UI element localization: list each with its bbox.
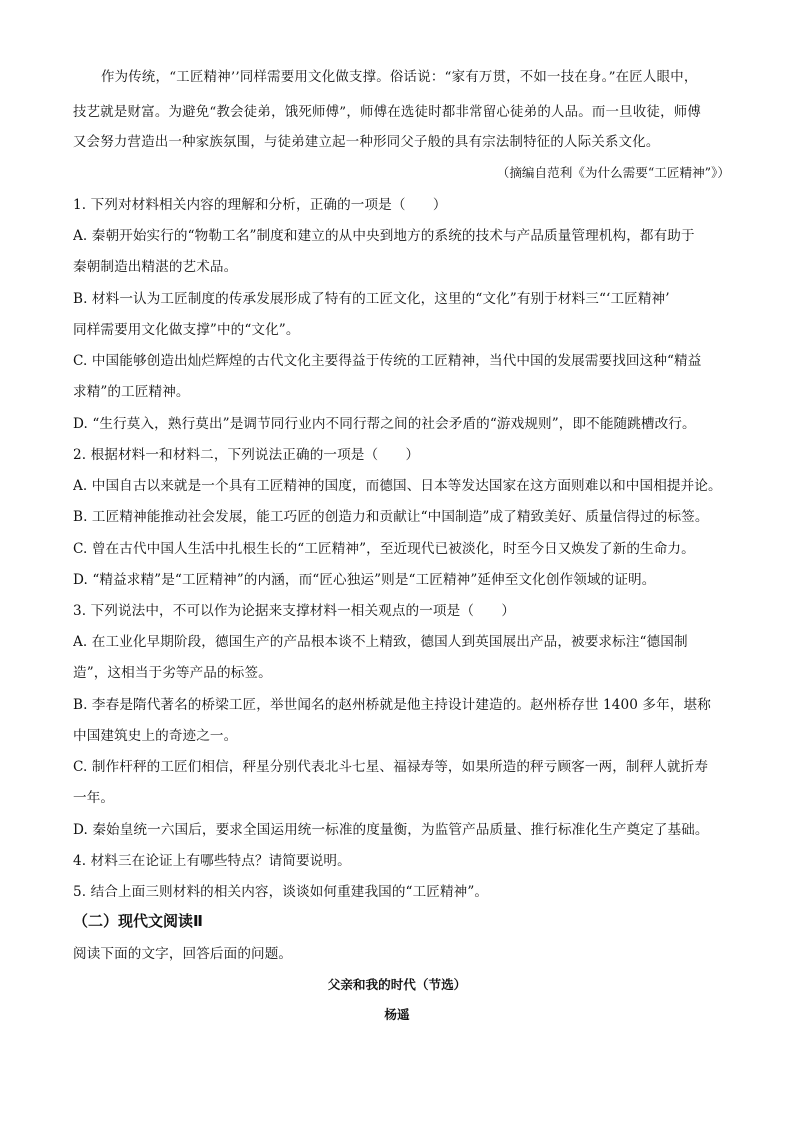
- question-2-stem: 2. 根据材料一和材料二，下列说法正确的一项是（ ）: [73, 447, 420, 463]
- question-1-option-d: D. “生行莫入，熟行莫出”是调节同行业内不同行帮之间的社会矛盾的“游戏规则”，即不能随跳槽改行。: [73, 416, 696, 432]
- material-line-2: 技艺就是财富。为避免“教会徒弟，饿死师傅”，师傅在选徒时都非常留心徒弟的人品。而一旦收徒，师傅: [73, 105, 702, 120]
- article-title: 父亲和我的时代（节选）: [327, 977, 467, 992]
- question-2-option-b: B. 工匠精神能推动社会发展，能工巧匠的创造力和贡献让“中国制造”成了精致美好、质量信得过的标签。: [73, 509, 709, 525]
- question-3-option-c-cont: 一年。: [73, 790, 115, 806]
- question-1-option-a-cont: 秦朝制造出精湛的艺术品。: [73, 259, 238, 275]
- section-heading: （二）现代文阅读Ⅱ: [73, 912, 203, 930]
- question-1-option-a: A. 秦朝开始实行的“物勒工名”制度和建立的从中央到地方的系统的技术与产品质量管理机构，都有助于: [73, 228, 695, 244]
- question-3-option-b-cont: 中国建筑史上的奇迹之一。: [73, 728, 238, 744]
- question-1-option-b-cont: 同样需要用文化做支撑”中的“文化”。: [73, 322, 300, 338]
- question-4: 4. 材料三在论证上有哪些特点？请简要说明。: [73, 853, 351, 869]
- question-3-option-a: A. 在工业化早期阶段，德国生产的产品根本谈不上精致，德国人到英国展出产品，被要求标注“德国制: [73, 634, 688, 650]
- question-3-stem: 3. 下列说法中，不可以作为论据来支撑材料一相关观点的一项是（ ）: [73, 603, 516, 619]
- question-3-option-d: D. 秦始皇统一六国后，要求全国运用统一标准的度量衡，为监管产品质量、推行标准化生产奠定了基础。: [73, 822, 709, 838]
- material-line-1: 作为传统，“工匠精神’’同样需要用文化做支撑。俗话说：“家有万贯，不如一技在身。”在匠人眼中，: [101, 70, 698, 85]
- question-3-option-a-cont: 造”，这相当于劣等产品的标签。: [73, 665, 272, 681]
- question-3-option-c: C. 制作杆秤的工匠们相信，秤星分别代表北斗七星、福禄寿等，如果所造的秤亏顾客一两，制秤人就折寿: [73, 759, 709, 775]
- article-author: 杨遥: [384, 1007, 410, 1022]
- question-2-option-d: D. “精益求精”是“工匠精神”的内涵，而“匠心独运”则是“工匠精神”延伸至文化创作领域的证明。: [73, 572, 656, 588]
- material-line-3: 又会努力营造出一种家族氛围，与徒弟建立起一种形同父子般的具有宗法制特征的人际关系文化。: [73, 135, 660, 150]
- question-5: 5. 结合上面三则材料的相关内容，谈谈如何重建我国的“工匠精神”。: [73, 884, 489, 900]
- material-source: （摘编自范利《为什么需要“工匠精神”》）: [496, 165, 730, 180]
- question-1-option-c-cont: 求精”的工匠精神。: [73, 384, 190, 400]
- question-1-stem: 1. 下列对材料相关内容的理解和分析，正确的一项是（ ）: [73, 197, 447, 213]
- question-2-option-c: C. 曾在古代中国人生活中扎根生长的“工匠精神”，至近现代已被淡化，时至今日又焕发了新的生命力。: [73, 541, 695, 557]
- reading-instruction: 阅读下面的文字，回答后面的问题。: [73, 946, 293, 962]
- question-2-option-a: A. 中国自古以来就是一个具有工匠精神的国度，而德国、日本等发达国家在这方面则难以和中国相提并论。: [73, 478, 722, 494]
- question-1-option-b: B. 材料一认为工匠制度的传承发展形成了特有的工匠文化，这里的“文化”有别于材料三“‘工匠精神’: [73, 291, 670, 307]
- question-1-option-c: C. 中国能够创造出灿烂辉煌的古代文化主要得益于传统的工匠精神，当代中国的发展需要找回这种“精益: [73, 353, 702, 369]
- question-3-option-b: B. 李春是隋代著名的桥梁工匠，举世闻名的赵州桥就是他主持设计建造的。赵州桥存世 1400 多年，堪称: [73, 697, 711, 713]
